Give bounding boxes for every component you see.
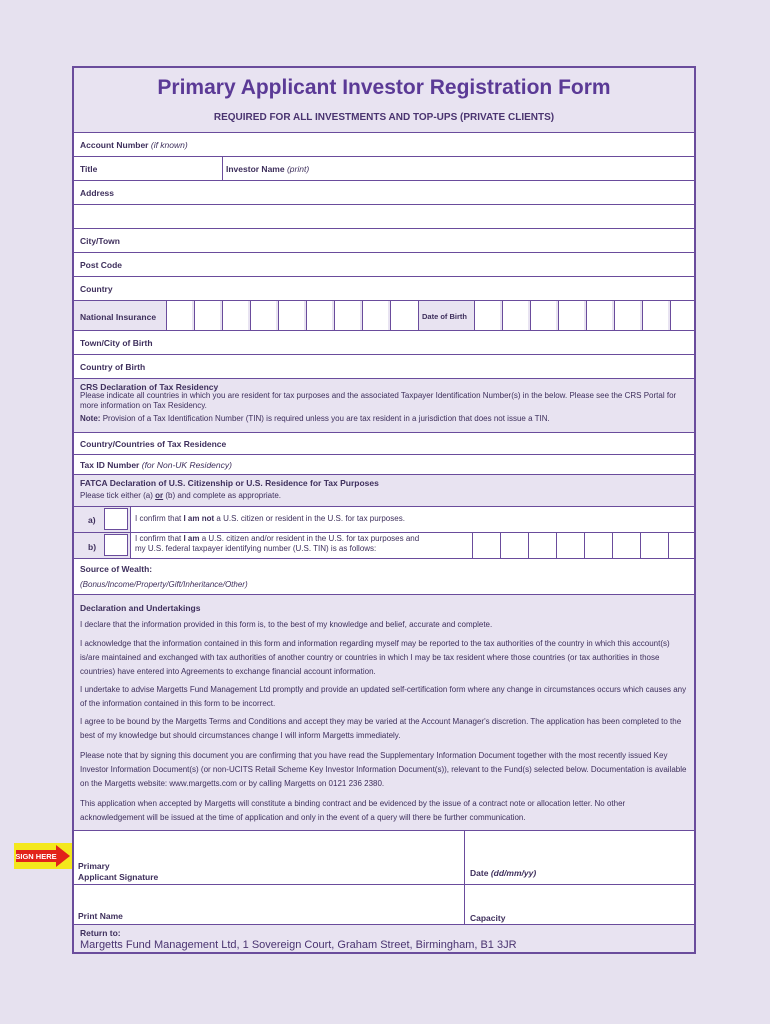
declaration-p4: I agree to be bound by the Margetts Terms and Conditions and accept they may be varied at the Account Manager's discretion. The application has been completed to the best of my knowledge but should circumstances change I will inform Margetts immediately. xyxy=(80,717,682,740)
us-tin-cell[interactable] xyxy=(556,533,584,558)
sign-here-arrow-icon xyxy=(14,843,72,869)
source-of-wealth-field[interactable] xyxy=(74,558,694,594)
crs-note-label: Note: xyxy=(80,414,101,423)
tax-residence-field[interactable] xyxy=(74,432,694,454)
option-a-label: a) xyxy=(88,515,96,525)
us-tin-cell[interactable] xyxy=(584,533,612,558)
dob-cell[interactable] xyxy=(670,301,694,330)
tax-id-field[interactable] xyxy=(74,454,694,474)
ni-cell[interactable] xyxy=(166,301,192,330)
dob-cell[interactable] xyxy=(502,301,528,330)
tax-id-hint: (for Non-UK Residency) xyxy=(141,460,232,470)
source-of-wealth-hint: (Bonus/Income/Property/Gift/Inheritance/Other) xyxy=(80,580,248,589)
declaration-p1: I declare that the information provided in this form is, to the best of my knowledge and belief, accurate and complete. xyxy=(80,620,493,629)
print-name-row xyxy=(74,884,694,924)
applicant-signature-label: Applicant Signature xyxy=(78,872,159,882)
us-tin-cell[interactable] xyxy=(612,533,640,558)
us-tin-cell[interactable] xyxy=(472,533,500,558)
address-line-2[interactable] xyxy=(74,204,694,228)
address-label: Address xyxy=(80,188,115,198)
investor-name-hint: (print) xyxy=(286,164,310,174)
option-b-label: b) xyxy=(88,542,97,552)
ni-cell[interactable] xyxy=(390,301,418,330)
fatca-heading: FATCA Declaration of U.S. Citizenship or U.S. Residence for Tax Purposes xyxy=(80,478,379,488)
investor-name-label: Investor Name xyxy=(226,164,285,174)
crs-text: Please indicate all countries in which you are resident for tax purposes and the associated Taxpayer Identification Number(s) in the below. Please see the CRS Portal for more information on Tax Residency. xyxy=(80,391,677,410)
signature-row xyxy=(74,830,694,884)
ni-cell[interactable] xyxy=(334,301,360,330)
divider xyxy=(464,885,465,924)
form-title: Primary Applicant Investor Registration Form xyxy=(157,76,611,99)
declaration-p3: I undertake to advise Margetts Fund Management Ltd promptly and provide an updated self-certification form where any change in circumstances occurs which causes any of the information contained in this form to be incorrect. xyxy=(80,685,687,708)
city-label: City/Town xyxy=(80,236,120,246)
fatca-instruction-post: (b) and complete as appropriate. xyxy=(165,491,282,500)
option-a-box xyxy=(130,507,694,532)
crs-heading: CRS Declaration of Tax Residency xyxy=(80,382,219,392)
tax-residence-label: Country/Countries of Tax Residence xyxy=(80,439,227,449)
ni-cell[interactable] xyxy=(278,301,304,330)
print-name-field[interactable] xyxy=(74,885,462,924)
dob-cell[interactable] xyxy=(642,301,668,330)
ni-cell[interactable] xyxy=(362,301,388,330)
title-field[interactable] xyxy=(74,157,222,180)
divider xyxy=(222,157,223,180)
crs-note-text: Provision of a Tax Identification Number (TIN) is required unless you are tax resident in a jurisdiction that does not issue a TIN. xyxy=(102,414,550,423)
option-b-text-bold: I am xyxy=(183,534,200,543)
title-name-row xyxy=(74,156,694,180)
divider xyxy=(418,301,419,330)
print-name-label: Print Name xyxy=(78,911,123,921)
date-hint: (dd/mm/yy) xyxy=(490,868,537,878)
dob-cell[interactable] xyxy=(586,301,612,330)
us-tin-cell[interactable] xyxy=(668,533,694,558)
town-of-birth-field[interactable] xyxy=(74,330,694,354)
city-field[interactable] xyxy=(74,228,694,252)
return-address: Margetts Fund Management Ltd, 1 Sovereign Court, Graham Street, Birmingham, B1 3JR xyxy=(80,939,517,951)
ni-cell[interactable] xyxy=(250,301,276,330)
post-code-label: Post Code xyxy=(80,260,123,270)
post-code-field[interactable] xyxy=(74,252,694,276)
option-b-text-line2: my U.S. federal taxpayer identifying number (U.S. TIN) is as follows: xyxy=(135,544,377,553)
dob-cell[interactable] xyxy=(614,301,640,330)
declaration-p5: Please note that by signing this document you are confirming that you have read the Supplementary Information Document together with the most recently issued Key Investor Information Document(s) (or non-UCITS Retail Scheme Key Investor Information Document(s)), relevant to the Fund(s) selected below. Documentation is available on the Margetts website: www.margetts.com or by calling Margetts on 0121 236 2380. xyxy=(80,751,687,788)
crs-section xyxy=(74,378,694,432)
fatca-instruction-or: or xyxy=(155,491,164,500)
signature-field[interactable] xyxy=(74,831,462,884)
account-number-label: Account Number xyxy=(80,140,149,150)
date-field[interactable] xyxy=(466,831,694,884)
declaration-heading: Declaration and Undertakings xyxy=(80,603,201,613)
declaration-p2: I acknowledge that the information contained in this form and information regarding myself may be reported to the tax authorities of the country in which this account(s) is/are maintained and exchanged with tax authorities of another country or countries in which I may be tax resident where those countries (or tax authorities in those countries) have entered into Agreements to exchange financial account information. xyxy=(80,639,670,676)
fatca-option-b xyxy=(74,532,694,558)
ni-cell[interactable] xyxy=(222,301,248,330)
us-tin-cell[interactable] xyxy=(528,533,556,558)
source-of-wealth-label: Source of Wealth: xyxy=(80,564,153,574)
us-tin-cell[interactable] xyxy=(640,533,668,558)
investor-name-field[interactable] xyxy=(224,157,694,180)
tax-id-label: Tax ID Number xyxy=(80,460,140,470)
account-number-hint: (if known) xyxy=(150,140,188,150)
town-of-birth-label: Town/City of Birth xyxy=(80,338,153,348)
return-label: Return to: xyxy=(80,928,121,938)
account-number-field[interactable] xyxy=(74,132,694,156)
capacity-label: Capacity xyxy=(470,913,506,923)
divider xyxy=(464,831,465,884)
country-of-birth-label: Country of Birth xyxy=(80,362,146,372)
country-label: Country xyxy=(80,284,113,294)
dob-cell[interactable] xyxy=(558,301,584,330)
sign-here-text: SIGN HERE xyxy=(15,852,57,861)
date-label: Date xyxy=(470,868,489,878)
address-field[interactable] xyxy=(74,180,694,204)
primary-label: Primary xyxy=(78,861,110,871)
option-a-text-pre: I confirm that xyxy=(135,514,182,523)
option-b-text-post: a U.S. citizen and/or resident in the U.S. for tax purposes and xyxy=(201,534,420,543)
form-subtitle: REQUIRED FOR ALL INVESTMENTS AND TOP-UPS (PRIVATE CLIENTS) xyxy=(213,112,555,123)
fatca-instruction-pre: Please tick either (a) xyxy=(80,491,153,500)
us-tin-cell[interactable] xyxy=(500,533,528,558)
dob-cell[interactable] xyxy=(530,301,556,330)
option-b-box xyxy=(130,533,473,558)
national-insurance-label: National Insurance xyxy=(80,312,157,322)
country-field[interactable] xyxy=(74,276,694,300)
fatca-section xyxy=(74,474,694,506)
declaration-section xyxy=(74,594,694,830)
registration-form xyxy=(72,66,696,954)
date-of-birth-label: Date of Birth xyxy=(422,312,467,321)
title-label: Title xyxy=(80,164,98,174)
capacity-field[interactable] xyxy=(466,885,694,924)
country-of-birth-field[interactable] xyxy=(74,354,694,378)
option-a-text-post: a U.S. citizen or resident in the U.S. for tax purposes. xyxy=(216,514,405,523)
option-a-checkbox[interactable] xyxy=(104,508,128,530)
option-a-text-bold: I am not xyxy=(183,514,215,523)
ni-cell[interactable] xyxy=(194,301,220,330)
declaration-p6: This application when accepted by Margetts will constitute a binding contract and be evidenced by the issue of a contract note or allocation letter. No other acknowledgement will be issued at the time of application and only in the event of a query will there be further communication. xyxy=(80,799,626,822)
ni-cell[interactable] xyxy=(306,301,332,330)
option-b-checkbox[interactable] xyxy=(104,534,128,556)
option-b-text-pre: I confirm that xyxy=(135,534,182,543)
fatca-option-a xyxy=(74,506,694,532)
return-section xyxy=(74,924,694,954)
dob-cell[interactable] xyxy=(474,301,500,330)
ni-dob-row xyxy=(74,300,694,330)
